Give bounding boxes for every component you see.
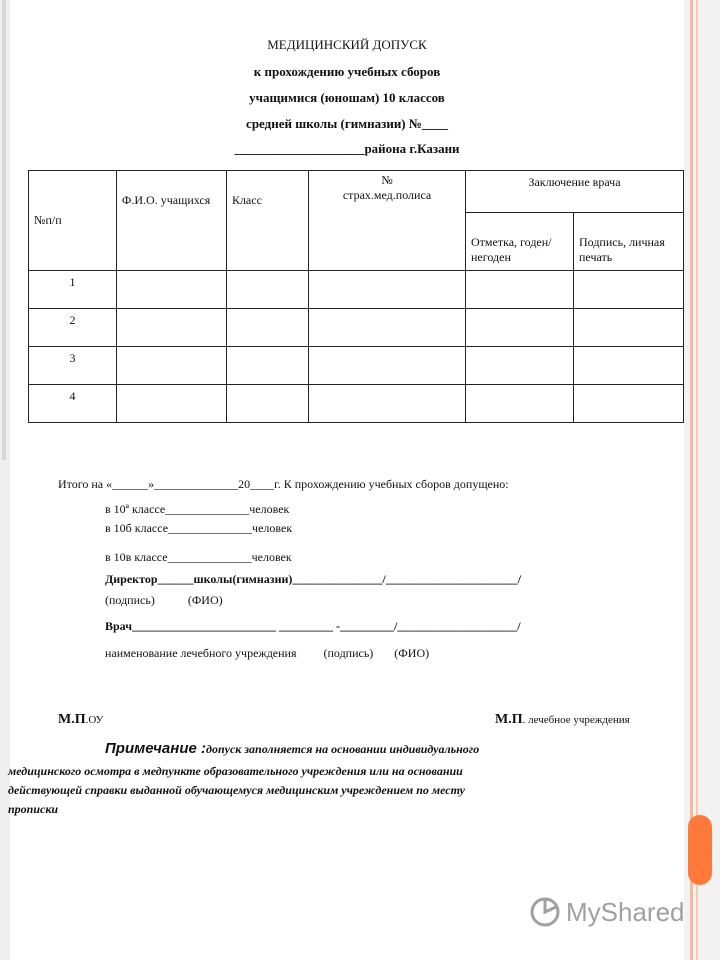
row-number: 3 <box>29 347 117 385</box>
header-num: №п/п <box>29 171 117 271</box>
class-v-line: в 10в классе______________человек <box>105 550 292 564</box>
class-b-line: в 10б классе______________человек <box>105 521 293 535</box>
subtitle-line-4: ____________________района г.Казани <box>234 141 460 156</box>
subtitle-line-2: учащимися (юношам) 10 классов <box>249 90 445 105</box>
stamp-clinic-main: М.П <box>495 712 523 727</box>
note-line-2: медицинского осмотра в медпункте образовательного учреждения или на основании <box>8 764 463 778</box>
total-line: Итого на «______»______________20____г. К прохождению учебных сборов допущено: <box>58 477 509 491</box>
row-number: 2 <box>29 309 117 347</box>
myshared-brand: MyShared <box>566 896 685 927</box>
table-row <box>29 385 684 423</box>
row-number: 4 <box>29 385 117 423</box>
stamp-clinic <box>495 712 630 728</box>
director-caption: (подпись) (ФИО) <box>105 593 223 607</box>
header-fio: Ф.И.О. учащихся <box>116 171 226 271</box>
director-line: Директор______школы(гимназии)_______________/______________________/ <box>105 572 522 586</box>
stamp-school <box>58 712 103 728</box>
note-label: Примечание : <box>105 740 206 757</box>
note-first-line <box>105 740 479 757</box>
stamp-school-sub: .ОУ <box>85 714 104 726</box>
header-signature: Подпись, личная печать <box>574 213 684 271</box>
students-table <box>28 170 684 423</box>
document-title: МЕДИЦИНСКИЙ ДОПУСК <box>267 37 427 52</box>
table-row <box>29 271 684 309</box>
orange-oval-decoration <box>688 815 712 885</box>
header-policy-symbol: № <box>381 173 393 187</box>
doctor-caption: наименование лечебного учреждения (подпись) (ФИО) <box>105 646 430 660</box>
note-line-3: действующей справки выданной обучающемуся медицинским учреждением по месту <box>8 783 465 797</box>
doctor-line: Врач________________________ _________ -_________/____________________/ <box>105 619 521 633</box>
note-line-1: допуск заполняется на основании индивидуального <box>206 742 480 756</box>
header-policy-text: страх.мед.полиса <box>342 188 432 202</box>
class-a-line: в 10ª классе______________человек <box>105 502 290 516</box>
document-page <box>10 0 684 960</box>
row-number: 1 <box>29 271 117 309</box>
table-row <box>29 309 684 347</box>
table-row <box>29 347 684 385</box>
stamp-school-main: М.П <box>58 712 86 727</box>
note-line-4: прописки <box>8 802 59 816</box>
subtitle-line-1: к прохождению учебных сборов <box>253 64 441 79</box>
myshared-logo-icon <box>528 895 562 929</box>
right-edge-decoration <box>684 0 720 960</box>
header-mark: Отметка, годен/негоден <box>466 213 574 271</box>
subtitle-line-3: средней школы (гимназии) №____ <box>246 116 448 131</box>
header-class: Класс <box>226 171 308 271</box>
stamp-clinic-sub: . лечебное учреждения <box>522 714 630 726</box>
myshared-watermark <box>528 892 685 932</box>
header-conclusion: Заключение врача <box>466 171 684 213</box>
header-policy <box>309 171 466 271</box>
